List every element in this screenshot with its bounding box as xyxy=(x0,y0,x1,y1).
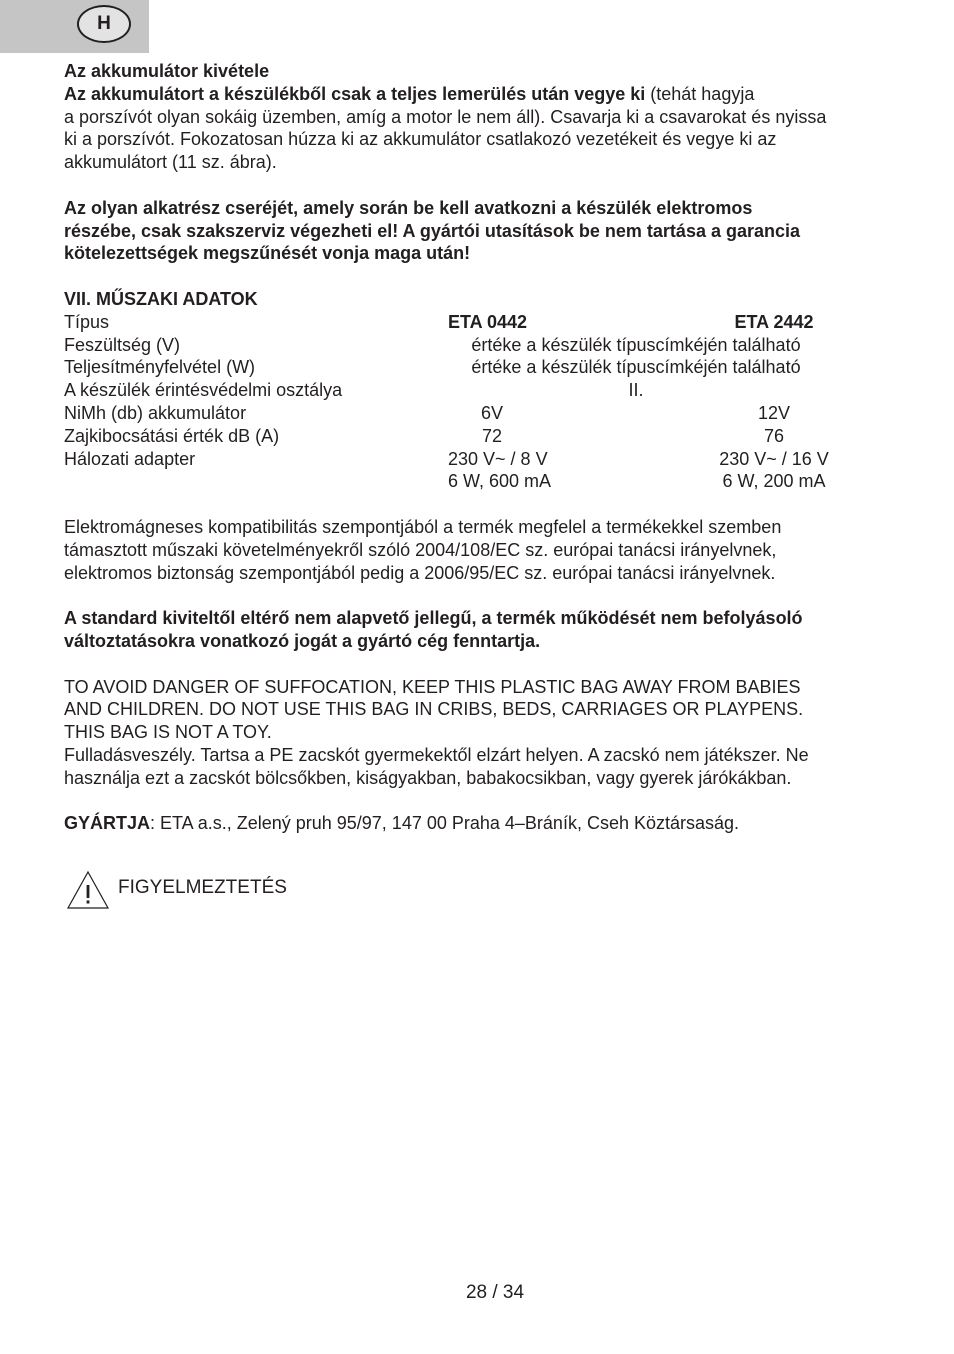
suffocation-line-2: THIS BAG IS NOT A TOY. xyxy=(64,722,272,743)
specs-model-a: ETA 0442 xyxy=(448,311,528,332)
page-content xyxy=(64,60,894,835)
specs-table xyxy=(64,311,894,493)
manufacturer-label: GYÁRTJA xyxy=(64,813,151,834)
specs-row-noise xyxy=(64,425,894,448)
service-warning-line-0: Az olyan alkatrész cseréjét, amely során be kell avatkozni a készülék elektromos xyxy=(64,197,753,218)
suffocation-line-4: használja ezt a zacskót bölcsőkben, kiságyakban, babakocsikban, vagy gyerek járókákban. xyxy=(64,767,792,788)
specs-type-label: Típus xyxy=(64,311,110,332)
specs-power-value: értéke a készülék típuscímkéjén található xyxy=(471,357,801,378)
battery-removal-bold-lead: Az akkumulátort a készülékből csak a teljes lemerülés után vegye ki xyxy=(64,83,646,104)
specs-noise-a: 72 xyxy=(481,425,503,446)
specs-row-protection xyxy=(64,379,894,402)
specs-adapter-a-1: 230 V~ / 8 V xyxy=(448,448,548,469)
specs-row-adapter-2 xyxy=(64,470,894,493)
suffocation-line-0: TO AVOID DANGER OF SUFFOCATION, KEEP THIS PLASTIC BAG AWAY FROM BABIES xyxy=(64,676,801,697)
service-warning-line-1: részébe, csak szakszerviz végezheti el! A gyártói utasítások be nem tartása a garancia xyxy=(64,220,801,241)
change-notice-line-1: változtatásokra vonatkozó jogát a gyártó cég fenntartja. xyxy=(64,630,541,651)
page-number: 28 / 34 xyxy=(465,1282,525,1303)
language-badge: H xyxy=(77,5,131,43)
section-heading-battery-removal: Az akkumulátor kivétele xyxy=(64,61,270,81)
warning-block xyxy=(66,870,287,910)
emc-line-2: elektromos biztonság szempontjából pedig a 2006/95/EC sz. európai tanácsi irányelvnek. xyxy=(64,562,776,583)
specs-row-voltage xyxy=(64,334,894,357)
suffocation-line-3: Fulladásveszély. Tartsa a PE zacskót gyermekektől elzárt helyen. A zacskó nem játékszer. Ne xyxy=(64,744,809,765)
specs-row-adapter xyxy=(64,448,894,471)
specs-battery-b: 12V xyxy=(757,402,791,423)
specs-protection-value: II. xyxy=(628,380,644,401)
warning-text: FIGYELMEZTETÉS xyxy=(118,876,287,898)
specs-adapter-a-2: 6 W, 600 mA xyxy=(448,471,552,492)
specs-heading: VII. MŰSZAKI ADATOK xyxy=(64,288,258,309)
suffocation-line-1: AND CHILDREN. DO NOT USE THIS BAG IN CRIBS, BEDS, CARRIAGES OR PLAYPENS. xyxy=(64,699,804,720)
specs-power-label: Teljesítményfelvétel (W) xyxy=(64,357,256,378)
specs-battery-a: 6V xyxy=(480,402,504,423)
service-warning-line-2: kötelezettségek megszűnését vonja maga után! xyxy=(64,243,471,264)
battery-removal-line-0: (tehát hagyja xyxy=(645,83,755,104)
specs-voltage-value: értéke a készülék típuscímkéjén található xyxy=(471,334,801,355)
specs-protection-label: A készülék érintésvédelmi osztálya xyxy=(64,380,343,401)
battery-removal-line-2: ki a porszívót. Fokozatosan húzza ki az akkumulátor csatlakozó vezetékeit és vegye ki az xyxy=(64,129,777,150)
specs-row-type xyxy=(64,311,894,334)
specs-model-b: ETA 2442 xyxy=(734,311,814,332)
battery-removal-line-3: akkumulátort (11 sz. ábra). xyxy=(64,152,277,173)
manufacturer-line xyxy=(64,812,894,835)
emc-line-1: támasztott műszaki követelményekről szóló 2004/108/EC sz. európai tanácsi irányelvnek, xyxy=(64,539,777,560)
warning-triangle-icon xyxy=(66,870,110,910)
specs-adapter-b-1: 230 V~ / 16 V xyxy=(719,448,829,469)
change-notice-line-0: A standard kiviteltől eltérő nem alapvető jellegű, a termék működését nem befolyásoló xyxy=(64,608,803,629)
specs-voltage-label: Feszültség (V) xyxy=(64,334,181,355)
specs-adapter-b-2: 6 W, 200 mA xyxy=(722,471,826,492)
specs-row-power xyxy=(64,356,894,379)
specs-adapter-label: Hálozati adapter xyxy=(64,448,196,469)
manufacturer-text: : ETA a.s., Zelený pruh 95/97, 147 00 Praha 4–Bráník, Cseh Köztársaság. xyxy=(150,813,740,834)
language-tab xyxy=(0,0,149,53)
specs-battery-label: NiMh (db) akkumulátor xyxy=(64,402,247,423)
battery-removal-line-1: a porszívót olyan sokáig üzemben, amíg a motor le nem áll). Csavarja ki a csavarokat és nyissa xyxy=(64,106,827,127)
specs-noise-b: 76 xyxy=(763,425,785,446)
specs-row-battery xyxy=(64,402,894,425)
emc-line-0: Elektromágneses kompatibilitás szempontjából a termék megfelel a termékekkel szemben xyxy=(64,516,782,537)
battery-removal-paragraph xyxy=(64,83,894,106)
specs-noise-label: Zajkibocsátási érték dB (A) xyxy=(64,425,280,446)
